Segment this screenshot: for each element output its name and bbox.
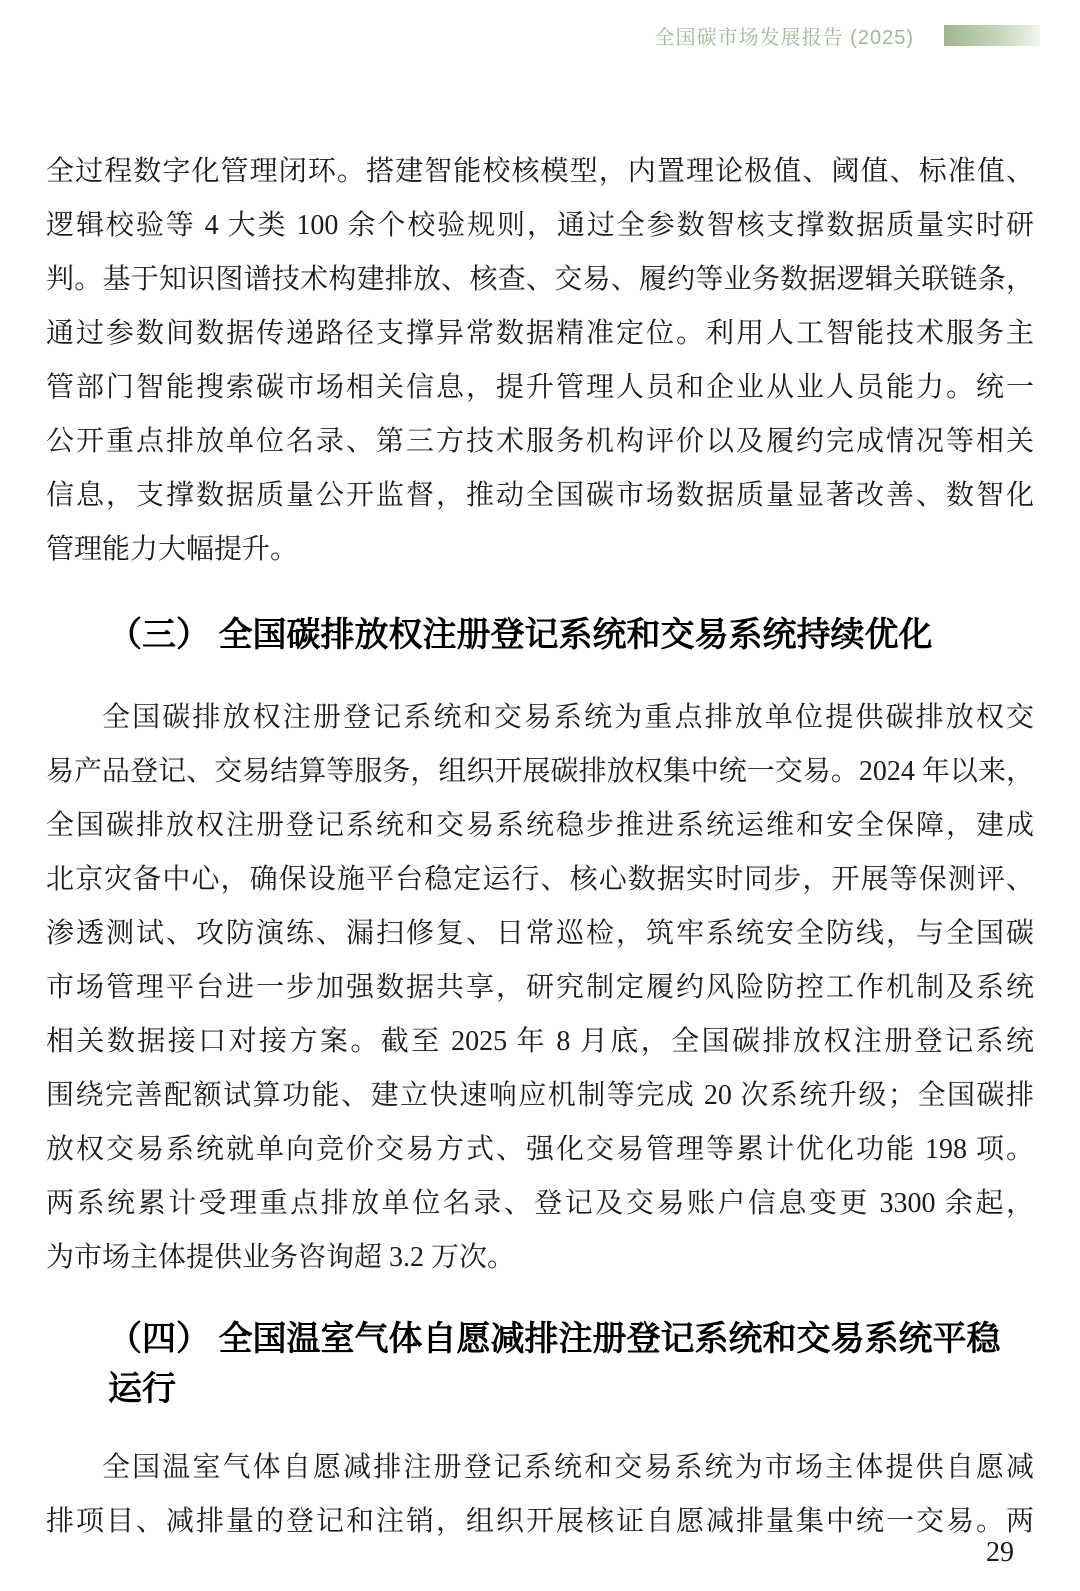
text-line: 北京灾备中心，确保设施平台稳定运行、核心数据实时同步，开展等保测评、 <box>46 864 1034 895</box>
text-line: 两系统累计受理重点排放单位名录、登记及交易账户信息变更 3300 余起， <box>46 1188 1034 1219</box>
text-line: 放权交易系统就单向竞价交易方式、强化交易管理等累计优化功能 198 项。 <box>46 1134 1034 1165</box>
paragraph-data-quality <box>46 145 1034 577</box>
page-number: 29 <box>986 1537 1014 1568</box>
paragraph-registry-trading-systems <box>46 691 1034 1285</box>
text-line: 渗透测试、攻防演练、漏扫修复、日常巡检，筑牢系统安全防线，与全国碳 <box>46 918 1034 949</box>
text-line: 信息，支撑数据质量公开监督，推动全国碳市场数据质量显著改善、数智化 <box>46 480 1034 511</box>
text-line: 易产品登记、交易结算等服务，组织开展碳排放权集中统一交易。2024 年以来， <box>46 756 1034 787</box>
text-line: 管部门智能搜索碳市场相关信息，提升管理人员和企业从业人员能力。统一 <box>46 372 1034 403</box>
text-line: 全国碳排放权注册登记系统和交易系统稳步推进系统运维和安全保障，建成 <box>46 810 1034 841</box>
text-line: 围绕完善配额试算功能、建立快速响应机制等完成 20 次系统升级；全国碳排 <box>46 1080 1034 1111</box>
report-title: 全国碳市场发展报告 (2025) <box>654 26 914 49</box>
text-line: 为市场主体提供业务咨询超 3.2 万次。 <box>46 1242 516 1273</box>
page-header <box>0 0 1080 52</box>
text-line: 市场管理平台进一步加强数据共享，研究制定履约风险防控工作机制及系统 <box>46 972 1034 1003</box>
text-line: 逻辑校验等 4 大类 100 余个校验规则，通过全参数智核支撑数据质量实时研 <box>46 210 1034 241</box>
paragraph-voluntary-reduction-systems <box>46 1441 1034 1549</box>
text-line: 通过参数间数据传递路径支撑异常数据精准定位。利用人工智能技术服务主 <box>46 318 1034 349</box>
text-line: 相关数据接口对接方案。截至 2025 年 8 月底，全国碳排放权注册登记系统 <box>46 1026 1034 1057</box>
text-line: 全过程数字化管理闭环。搭建智能校核模型，内置理论极值、阈值、标准值、 <box>46 156 1034 187</box>
header-accent-bar <box>944 25 1040 46</box>
section-heading-4: （四） 全国温室气体自愿减排注册登记系统和交易系统平稳运行 <box>108 1321 1001 1408</box>
text-line: 全国温室气体自愿减排注册登记系统和交易系统为市场主体提供自愿减 <box>102 1452 1034 1483</box>
text-line: 排项目、减排量的登记和注销，组织开展核证自愿减排量集中统一交易。两 <box>46 1506 1034 1537</box>
text-line: 公开重点排放单位名录、第三方技术服务机构评价以及履约完成情况等相关 <box>46 426 1034 457</box>
text-line: 管理能力大幅提升。 <box>46 534 299 565</box>
section-heading-3: （三） 全国碳排放权注册登记系统和交易系统持续优化 <box>108 617 933 654</box>
page-content <box>0 145 1080 1549</box>
text-line: 判。基于知识图谱技术构建排放、核查、交易、履约等业务数据逻辑关联链条， <box>46 264 1034 295</box>
text-line: 全国碳排放权注册登记系统和交易系统为重点排放单位提供碳排放权交 <box>102 702 1034 733</box>
